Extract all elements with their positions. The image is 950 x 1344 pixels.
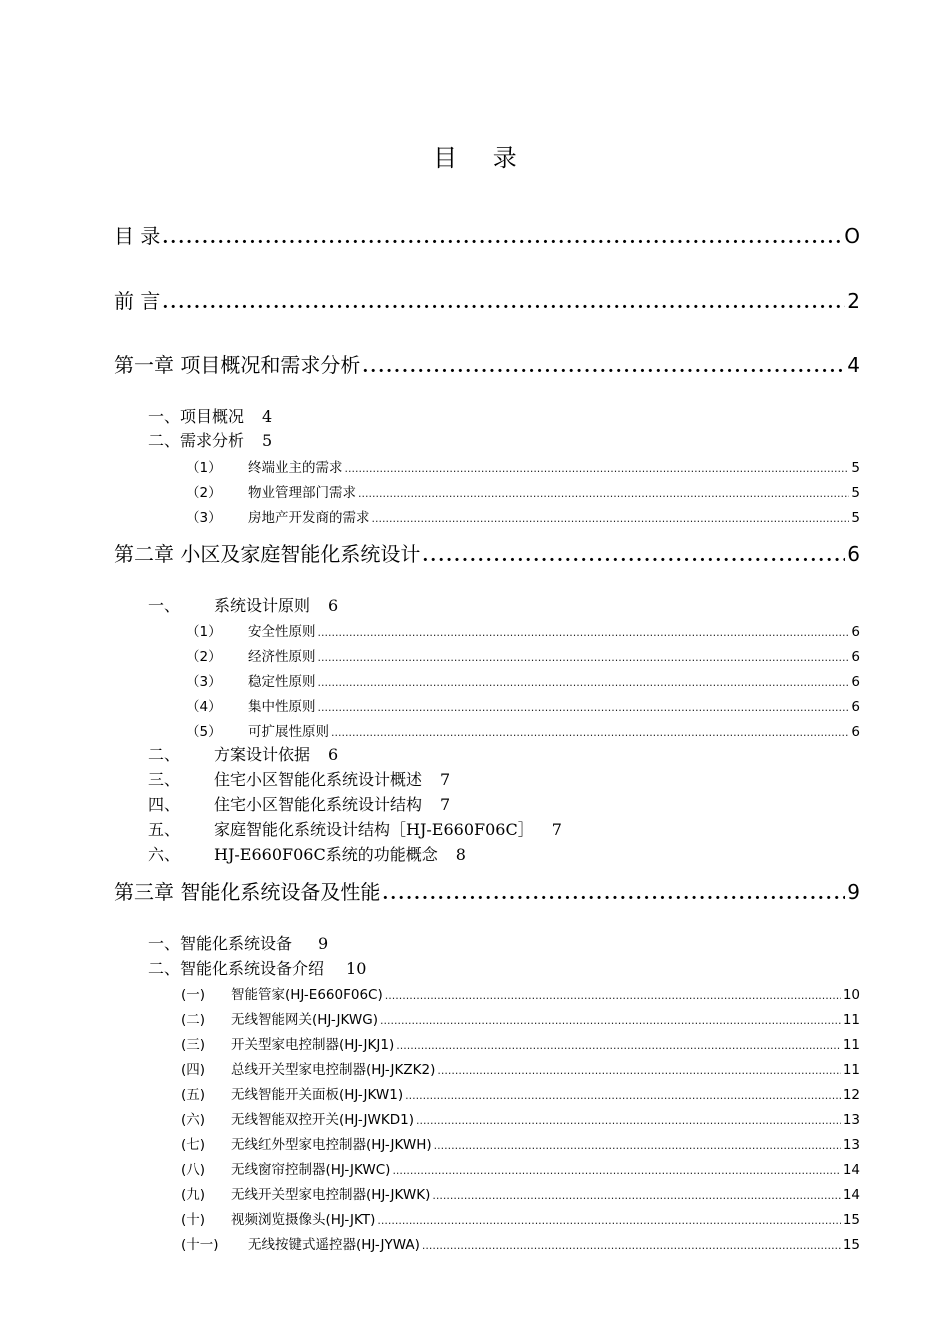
toc-page-number: 12	[842, 1087, 860, 1103]
toc-entry-ch3-s2-i5[interactable]	[181, 1083, 860, 1103]
dot-leader	[380, 1014, 841, 1027]
toc-entry-label: (三)	[181, 1037, 206, 1053]
toc-entry-ch1-s1[interactable]	[148, 404, 272, 427]
toc-entry-ch2-s1-i3[interactable]	[186, 670, 860, 690]
toc-entry-ch3-s2-i8[interactable]	[181, 1158, 860, 1178]
dot-leader	[331, 726, 849, 739]
toc-entry-preface[interactable]	[114, 285, 860, 314]
dot-leader	[318, 676, 850, 689]
toc-entry-text: 经济性原则	[248, 649, 316, 665]
toc-entry-text: 集中性原则	[248, 699, 316, 715]
toc-entry-label: （1）	[186, 460, 222, 476]
toc-entry-text: 无线窗帘控制器(HJ-JKWC)	[231, 1162, 391, 1178]
dot-leader	[372, 512, 850, 525]
toc-entry-text: 可扩展性原则	[248, 724, 329, 740]
toc-page-number: 11	[842, 1012, 860, 1028]
toc-entry-text: 方案设计依据	[214, 745, 311, 764]
toc-entry-label: （5）	[186, 724, 222, 740]
toc-entry-label: (十)	[181, 1212, 206, 1228]
toc-page-number: 10	[842, 987, 860, 1003]
toc-page-number: 11	[842, 1037, 860, 1053]
toc-entry-text: 住宅小区智能化系统设计概述	[214, 770, 423, 789]
dot-leader	[434, 1139, 841, 1152]
toc-entry-chapter-2[interactable]	[114, 538, 860, 567]
dot-leader	[162, 228, 842, 248]
toc-entry-label: 五、	[148, 820, 181, 839]
toc-entry-text: 视频浏览摄像头(HJ-JKT)	[231, 1212, 376, 1228]
toc-page-number: 5	[851, 460, 860, 476]
dot-leader	[385, 989, 841, 1002]
toc-entry-text: 第一章 项目概况和需求分析	[114, 353, 361, 377]
toc-entry-ch3-s2-i10[interactable]	[181, 1208, 860, 1228]
toc-page-number: 8	[455, 845, 466, 864]
toc-page-number: 6	[851, 699, 860, 715]
dot-leader	[432, 1189, 840, 1202]
toc-entry-label: (十一)	[181, 1237, 219, 1253]
toc-entry-ch3-s2-i3[interactable]	[181, 1033, 860, 1053]
toc-page-number: 11	[842, 1062, 860, 1078]
toc-entry-text: 家庭智能化系统设计结构［HJ-E660F06C］	[214, 820, 534, 839]
toc-entry-ch3-s2-i4[interactable]	[181, 1058, 860, 1078]
toc-page-number: 6	[851, 649, 860, 665]
toc-entry-label: 四、	[148, 795, 181, 814]
toc-page-number: 2	[847, 289, 860, 313]
toc-entry-ch2-s3[interactable]	[148, 767, 450, 790]
toc-entry-contents[interactable]	[114, 220, 860, 249]
toc-entry-text: 开关型家电控制器(HJ-JKJ1)	[231, 1037, 395, 1053]
toc-page-number: 5	[851, 485, 860, 501]
toc-entry-ch1-s2-i1[interactable]	[186, 456, 860, 476]
toc-entry-label: 二、	[148, 745, 181, 764]
toc-entry-label: （2）	[186, 649, 222, 665]
toc-entry-label: （4）	[186, 699, 222, 715]
toc-entry-ch1-s2[interactable]	[148, 428, 272, 451]
toc-page-number: O	[844, 224, 860, 248]
toc-page-number: 14	[842, 1187, 860, 1203]
toc-entry-ch1-s2-i3[interactable]	[186, 506, 860, 526]
toc-page-number: 6	[851, 624, 860, 640]
toc-entry-label: (一)	[181, 987, 206, 1003]
dot-leader	[318, 626, 850, 639]
dot-leader	[422, 546, 845, 566]
toc-entry-ch1-s2-i2[interactable]	[186, 481, 860, 501]
toc-entry-ch3-s2[interactable]	[148, 956, 366, 979]
toc-entry-label: (六)	[181, 1112, 206, 1128]
dot-leader	[345, 462, 850, 475]
toc-entry-text: 无线智能网关(HJ-JKWG)	[231, 1012, 378, 1028]
toc-page-number: 15	[842, 1212, 860, 1228]
toc-entry-ch3-s2-i2[interactable]	[181, 1008, 860, 1028]
toc-page-number: 6	[847, 542, 860, 566]
toc-page-number: 7	[440, 795, 451, 814]
toc-page-number: 14	[842, 1162, 860, 1178]
toc-entry-ch2-s4[interactable]	[148, 792, 450, 815]
toc-page-number: 7	[440, 770, 451, 789]
toc-entry-text: 物业管理部门需求	[248, 485, 356, 501]
toc-page-number: 6	[328, 596, 339, 615]
toc-page-number: 10	[346, 959, 367, 978]
toc-entry-text: 房地产开发商的需求	[248, 510, 370, 526]
toc-entry-ch3-s1[interactable]	[148, 931, 328, 954]
toc-entry-ch3-s2-i6[interactable]	[181, 1108, 860, 1128]
toc-page-number: 4	[847, 353, 860, 377]
toc-entry-text: 总线开关型家电控制器(HJ-JKZK2)	[231, 1062, 436, 1078]
dot-leader	[396, 1039, 841, 1052]
toc-page-number: 9	[318, 934, 329, 953]
toc-entry-chapter-3[interactable]	[114, 876, 860, 905]
toc-page-number: 5	[262, 431, 273, 450]
toc-entry-text: 一、智能化系统设备	[148, 934, 293, 953]
toc-entry-ch2-s1-i1[interactable]	[186, 620, 860, 640]
toc-entry-text: 前 言	[114, 289, 161, 313]
dot-leader	[318, 701, 850, 714]
toc-page-number: 9	[847, 880, 860, 904]
dot-leader	[392, 1164, 840, 1177]
toc-entry-ch2-s6[interactable]	[148, 842, 466, 865]
dot-leader	[437, 1064, 840, 1077]
toc-entry-text: 住宅小区智能化系统设计结构	[214, 795, 423, 814]
toc-entry-text: 一、项目概况	[148, 407, 245, 426]
toc-entry-text: 二、智能化系统设备介绍	[148, 959, 325, 978]
dot-leader	[362, 357, 845, 377]
toc-entry-text: 安全性原则	[248, 624, 316, 640]
toc-entry-label: （3）	[186, 674, 222, 690]
toc-entry-text: 无线红外型家电控制器(HJ-JKWH)	[231, 1137, 432, 1153]
toc-page-number: 4	[262, 407, 273, 426]
toc-entry-ch3-s2-i9[interactable]	[181, 1183, 860, 1203]
toc-entry-text: 二、需求分析	[148, 431, 245, 450]
toc-entry-text: 无线按键式遥控器(HJ-JYWA)	[248, 1237, 420, 1253]
dot-leader	[318, 651, 850, 664]
toc-entry-label: (四)	[181, 1062, 206, 1078]
toc-entry-label: 一、	[148, 596, 181, 615]
toc-entry-label: （3）	[186, 510, 222, 526]
toc-entry-ch2-s1-i4[interactable]	[186, 695, 860, 715]
toc-page-number: 6	[851, 674, 860, 690]
toc-page-number: 7	[551, 820, 562, 839]
toc-entry-label: （2）	[186, 485, 222, 501]
toc-entry-ch2-s2[interactable]	[148, 742, 338, 765]
toc-entry-text: 稳定性原则	[248, 674, 316, 690]
toc-page-number: 15	[842, 1237, 860, 1253]
toc-page-number: 13	[842, 1112, 860, 1128]
toc-entry-text: 无线开关型家电控制器(HJ-JKWK)	[231, 1187, 431, 1203]
toc-entry-label: (七)	[181, 1137, 206, 1153]
toc-entry-text: 无线智能开关面板(HJ-JKW1)	[231, 1087, 404, 1103]
toc-entry-text: 终端业主的需求	[248, 460, 343, 476]
toc-entry-ch3-s2-i7[interactable]	[181, 1133, 860, 1153]
toc-entry-ch2-s1-i5[interactable]	[186, 720, 860, 740]
toc-entry-ch3-s2-i1[interactable]	[181, 983, 860, 1003]
dot-leader	[422, 1239, 841, 1252]
toc-entry-text: HJ-E660F06C系统的功能概念	[214, 845, 438, 864]
toc-entry-text: 无线智能双控开关(HJ-JWKD1)	[231, 1112, 414, 1128]
toc-entry-text: 第二章 小区及家庭智能化系统设计	[114, 542, 421, 566]
toc-entry-label: 三、	[148, 770, 181, 789]
toc-page-number: 5	[851, 510, 860, 526]
page-title: 目 录	[433, 144, 531, 172]
dot-leader	[162, 293, 845, 313]
toc-entry-ch2-s1-i2[interactable]	[186, 645, 860, 665]
toc-entry-label: (八)	[181, 1162, 206, 1178]
toc-page-number: 13	[842, 1137, 860, 1153]
toc-entry-label: 六、	[148, 845, 181, 864]
toc-entry-text: 智能管家(HJ-E660F06C)	[231, 987, 383, 1003]
toc-entry-ch3-s2-i11[interactable]	[181, 1233, 860, 1253]
toc-entry-label: （1）	[186, 624, 222, 640]
toc-entry-label: (二)	[181, 1012, 206, 1028]
dot-leader	[382, 884, 845, 904]
dot-leader	[405, 1089, 841, 1102]
toc-entry-text: 第三章 智能化系统设备及性能	[114, 880, 381, 904]
toc-entry-chapter-1[interactable]	[114, 349, 860, 378]
toc-page-number: 6	[851, 724, 860, 740]
toc-page-number: 6	[328, 745, 339, 764]
toc-entry-label: (五)	[181, 1087, 206, 1103]
dot-leader	[377, 1214, 840, 1227]
dot-leader	[416, 1114, 841, 1127]
toc-entry-text: 目 录	[114, 224, 161, 248]
dot-leader	[358, 487, 849, 500]
toc-entry-ch2-s1[interactable]	[148, 593, 338, 616]
toc-entry-text: 系统设计原则	[214, 596, 311, 615]
toc-entry-ch2-s5[interactable]	[148, 817, 562, 840]
toc-entry-label: (九)	[181, 1187, 206, 1203]
